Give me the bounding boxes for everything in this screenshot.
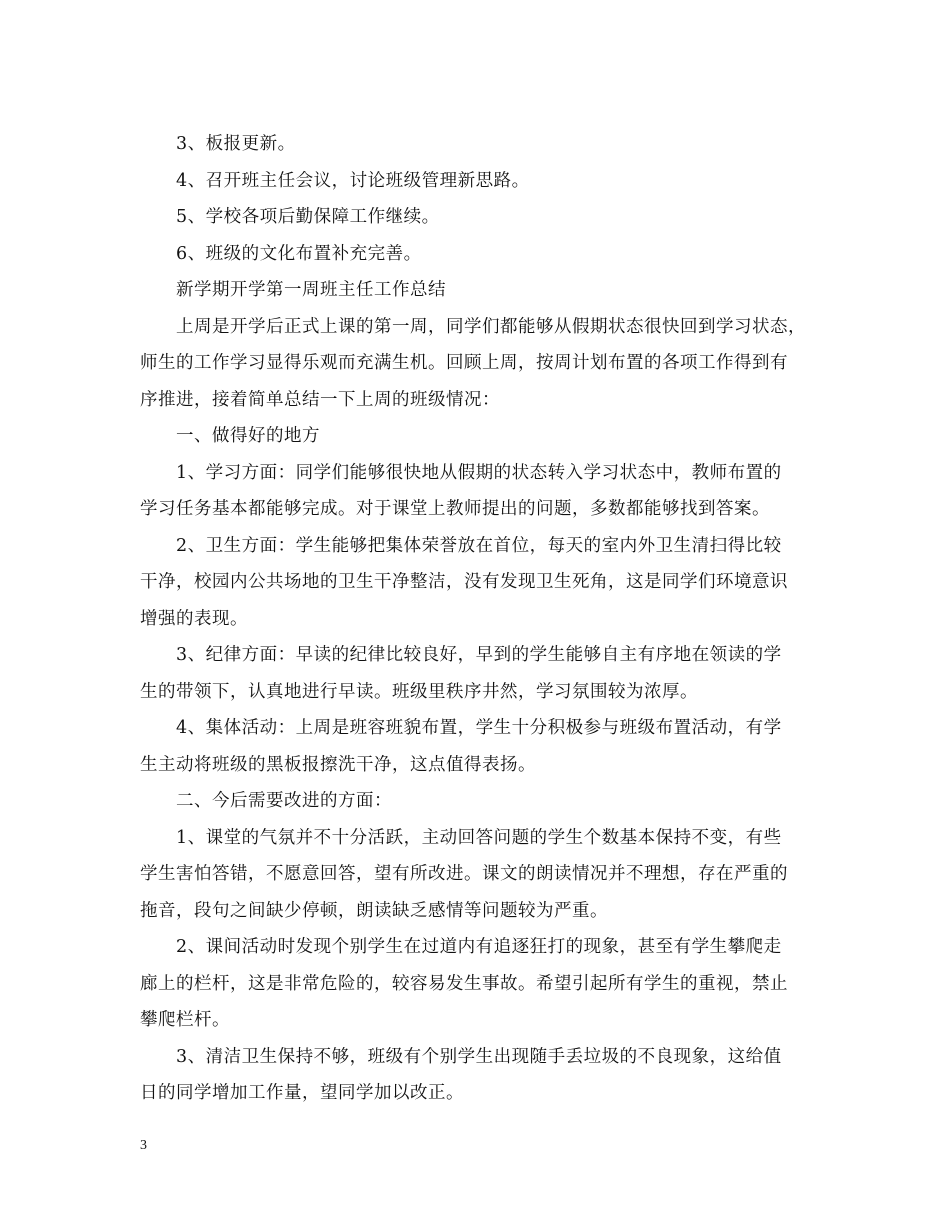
text-line: 3、板报更新。 bbox=[176, 134, 296, 154]
page-number: 3 bbox=[140, 1138, 147, 1153]
text-line: 二、今后需要改进的方面： bbox=[176, 791, 392, 811]
paragraph bbox=[140, 528, 840, 638]
section-heading bbox=[140, 783, 840, 820]
text-line: 上周是开学后正式上课的第一周，同学们都能够从假期状态很快回到学习状态， bbox=[176, 316, 806, 337]
paragraph bbox=[140, 455, 840, 528]
text-line: 3、清洁卫生保持不够，班级有个别学生出现随手丢垃圾的不良现象，这给值 bbox=[176, 1046, 782, 1067]
text-line: 4、召开班主任会议，讨论班级管理新思路。 bbox=[176, 170, 530, 191]
text-line: 生主动将班级的黑板报擦洗干净，这点值得表扬。 bbox=[140, 754, 536, 775]
text-line: 学习任务基本都能够完成。对于课堂上教师提出的问题，多数都能够找到答案。 bbox=[140, 499, 770, 519]
text-line: 1、学习方面：同学们能够很快地从假期的状态转入学习状态中，教师布置的 bbox=[176, 462, 782, 483]
text-line: 日的同学增加工作量，望同学加以改正。 bbox=[140, 1083, 464, 1103]
text-line: 廊上的栏杆，这是非常危险的，较容易发生事故。希望引起所有学生的重视，禁止 bbox=[140, 973, 788, 994]
paragraph bbox=[140, 710, 840, 783]
text-line: 6、班级的文化布置补充完善。 bbox=[176, 243, 422, 264]
paragraph bbox=[140, 929, 840, 1039]
text-line: 5、学校各项后勤保障工作继续。 bbox=[176, 207, 440, 227]
text-line: 2、课间活动时发现个别学生在过道内有追逐狂打的现象，甚至有学生攀爬走 bbox=[176, 937, 782, 957]
text-line: 增强的表现。 bbox=[140, 608, 248, 629]
text-line: 生的带领下，认真地进行早读。班级里秩序井然，学习氛围较为浓厚。 bbox=[140, 681, 698, 702]
paragraph bbox=[140, 199, 840, 236]
text-line: 师生的工作学习显得乐观而充满生机。回顾上周，按周计划布置的各项工作得到有 bbox=[140, 353, 788, 373]
paragraph bbox=[140, 126, 840, 163]
paragraph bbox=[140, 820, 840, 930]
document-body bbox=[140, 126, 840, 1112]
paragraph bbox=[140, 1039, 840, 1112]
section-heading bbox=[140, 418, 840, 455]
paragraph bbox=[140, 637, 840, 710]
text-line: 4、集体活动：上周是班容班貌布置，学生十分积极参与班级布置活动，有学 bbox=[176, 718, 782, 738]
text-line: 拖音，段句之间缺少停顿，朗读缺乏感情等问题较为严重。 bbox=[140, 900, 608, 921]
text-line: 干净，校园内公共场地的卫生干净整洁，没有发现卫生死角，这是同学们环境意识 bbox=[140, 572, 788, 592]
section-title bbox=[140, 272, 840, 309]
text-line: 攀爬栏杆。 bbox=[140, 1010, 230, 1030]
text-line: 一、做得好的地方 bbox=[176, 426, 320, 446]
paragraph bbox=[140, 309, 840, 419]
text-line: 新学期开学第一周班主任工作总结 bbox=[176, 280, 446, 300]
paragraph bbox=[140, 163, 840, 200]
text-line: 序推进，接着简单总结一下上周的班级情况： bbox=[140, 389, 500, 410]
text-line: 2、卫生方面：学生能够把集体荣誉放在首位，每天的室内外卫生清扫得比较 bbox=[176, 535, 782, 556]
text-line: 3、纪律方面：早读的纪律比较良好，早到的学生能够自主有序地在领读的学 bbox=[176, 645, 782, 665]
text-line: 1、课堂的气氛并不十分活跃，主动回答问题的学生个数基本保持不变，有些 bbox=[176, 827, 782, 848]
paragraph bbox=[140, 236, 840, 273]
text-line: 学生害怕答错，不愿意回答，望有所改进。课文的朗读情况并不理想，存在严重的 bbox=[140, 864, 788, 884]
